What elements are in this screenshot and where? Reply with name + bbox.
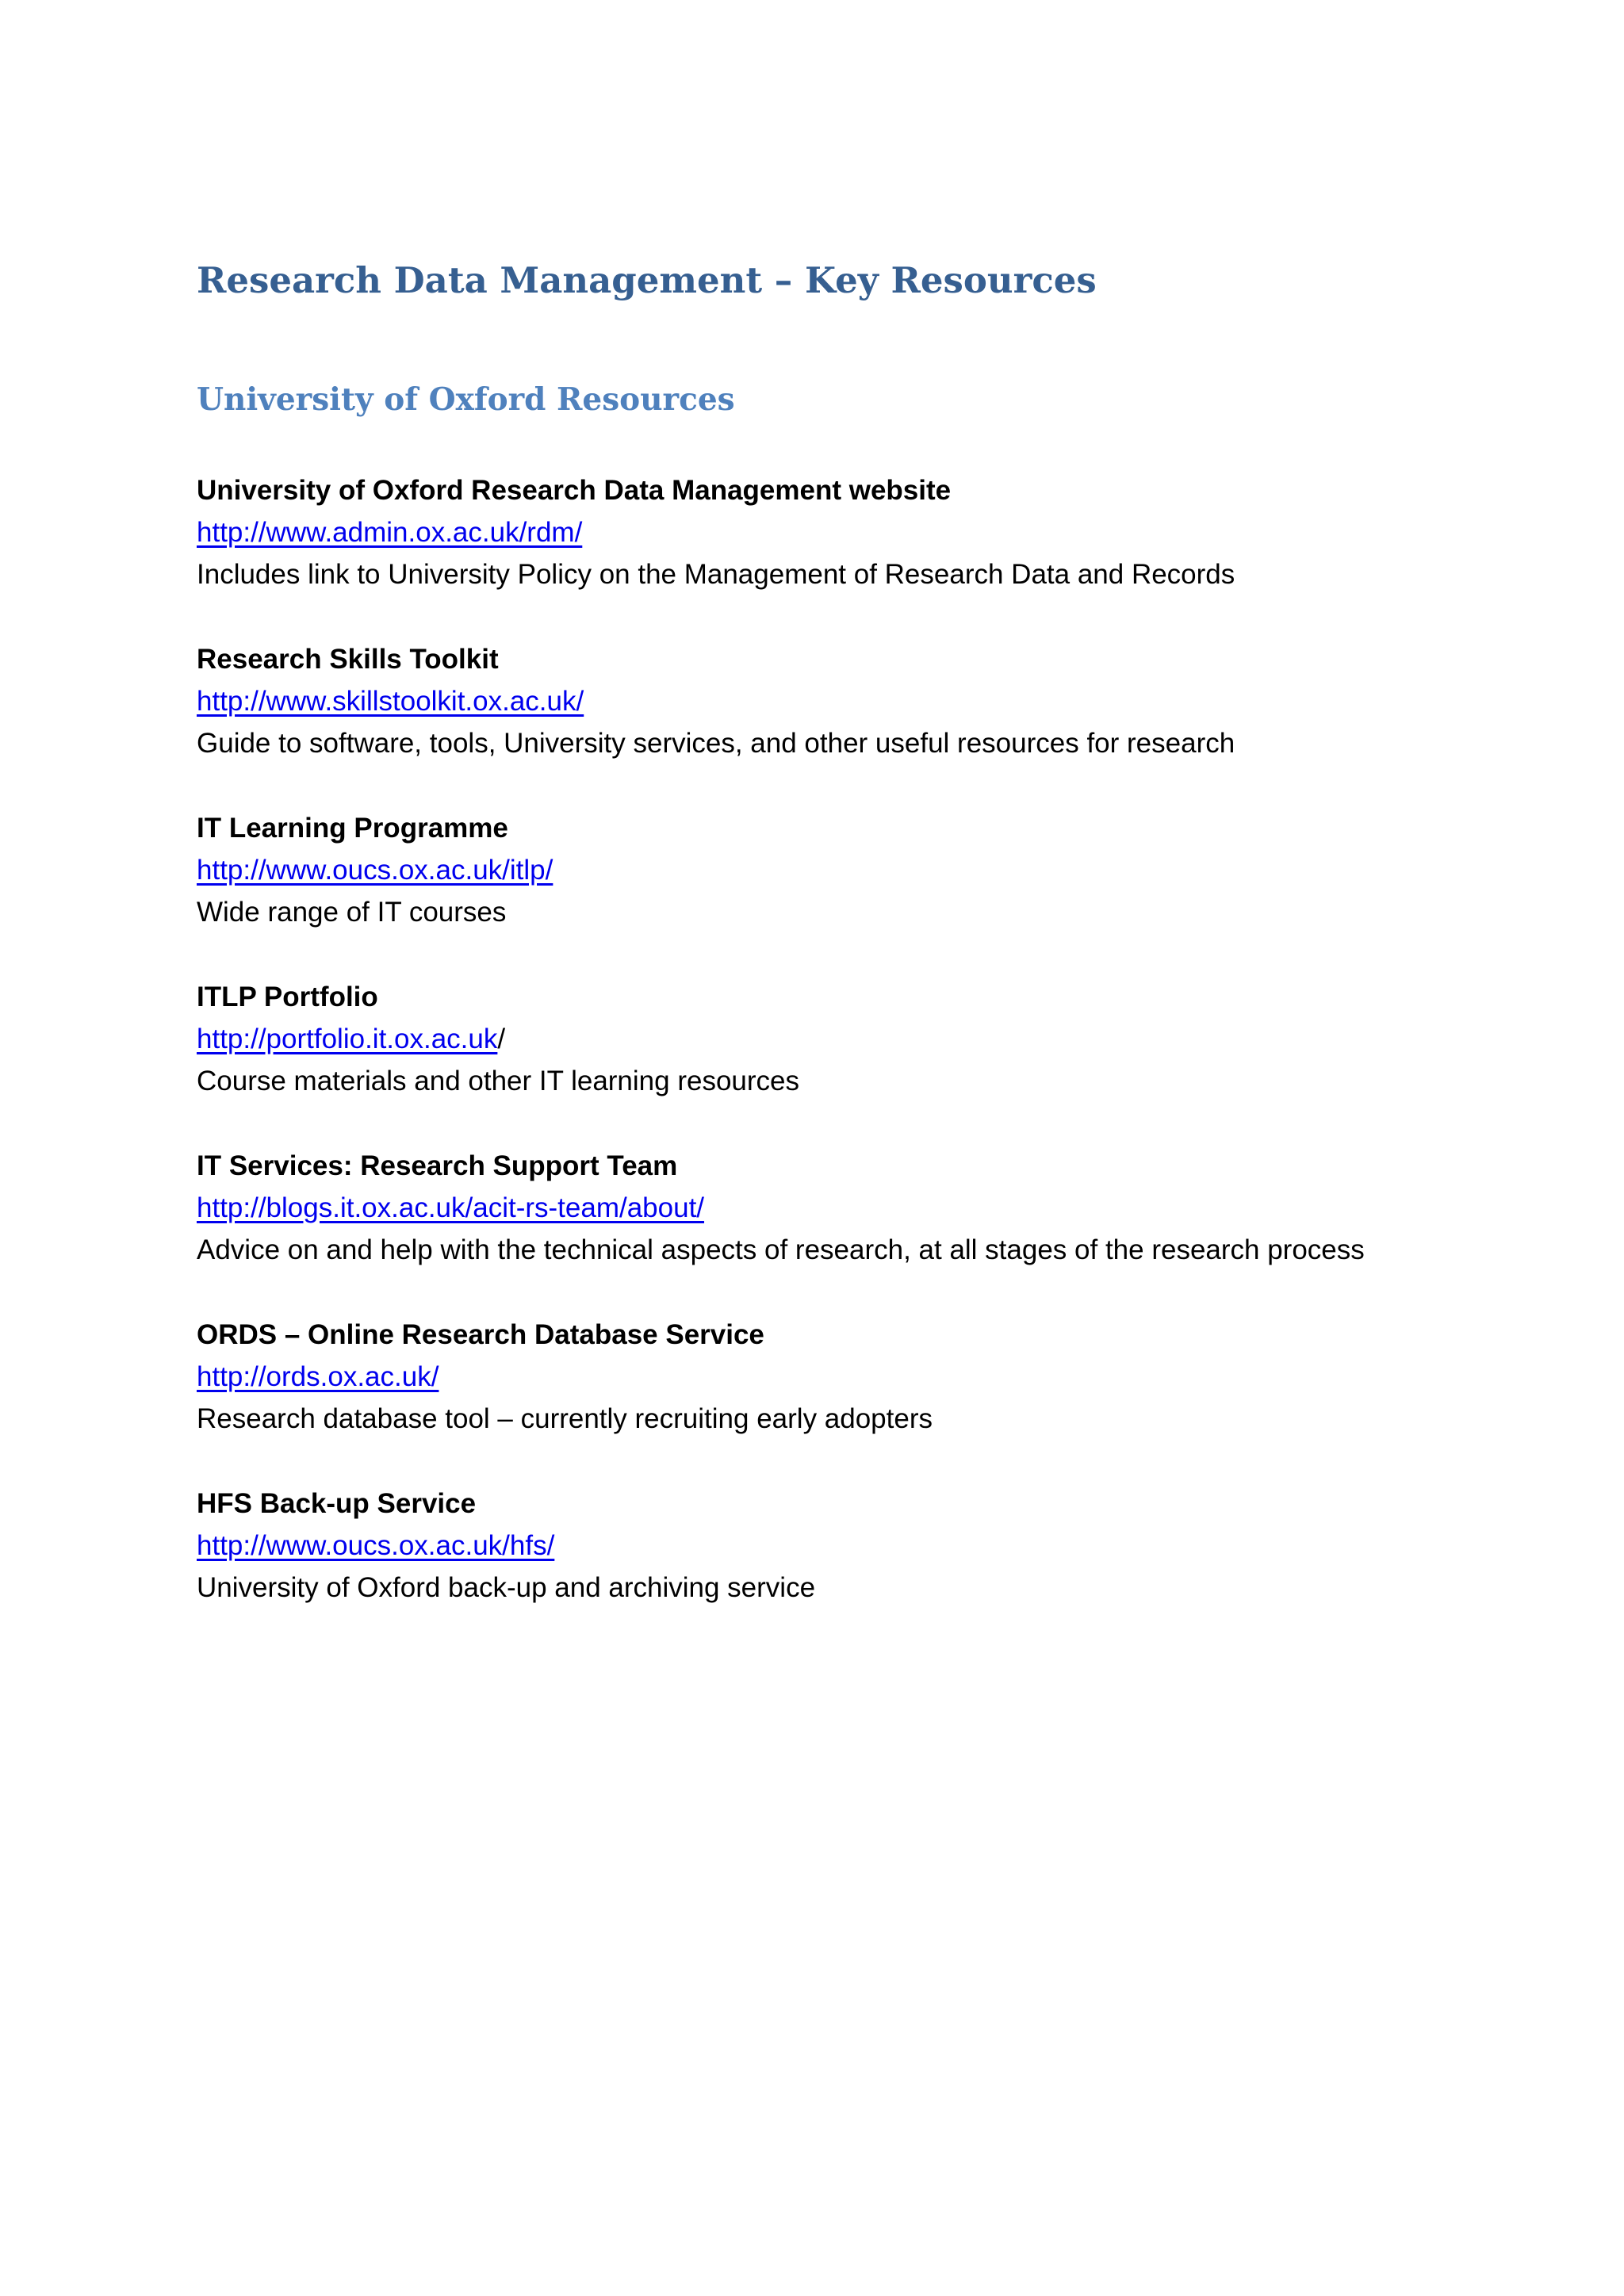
resource-name: IT Services: Research Support Team (197, 1150, 678, 1181)
resource-name: ORDS – Online Research Database Service (197, 1319, 764, 1350)
resource-link[interactable]: http://www.admin.ox.ac.uk/rdm/ (197, 517, 583, 548)
resource-name: IT Learning Programme (197, 813, 508, 844)
resource-name: HFS Back-up Service (197, 1488, 477, 1519)
page-title: Research Data Management – Key Resources (197, 259, 1097, 301)
resource-item-itlp-portfolio (197, 976, 1545, 1145)
resource-link[interactable]: http://www.oucs.ox.ac.uk/hfs/ (197, 1530, 555, 1561)
resource-link[interactable]: http://blogs.it.ox.ac.uk/acit-rs-team/about/ (197, 1192, 705, 1223)
resource-item-ords (197, 1314, 1545, 1483)
resource-description: Guide to software, tools, University services, and other useful resources for research (197, 728, 1235, 759)
resource-item-hfs-backup (197, 1483, 1545, 1651)
resource-list (197, 469, 1545, 1651)
resource-item-research-support-team (197, 1145, 1545, 1314)
resource-link-suffix: / (497, 1024, 506, 1054)
resource-link-line (197, 1018, 1545, 1060)
resource-link-line (197, 849, 1545, 891)
resource-description: Advice on and help with the technical aspects of research, at all stages of the research process (197, 1234, 1365, 1265)
resource-item-rdm-website (197, 469, 1545, 638)
resource-name: University of Oxford Research Data Management website (197, 475, 952, 506)
resource-link[interactable]: http://www.skillstoolkit.ox.ac.uk/ (197, 686, 584, 717)
resource-link[interactable]: http://portfolio.it.ox.ac.uk (197, 1024, 498, 1054)
resource-item-skills-toolkit (197, 638, 1545, 807)
resource-item-it-learning-programme (197, 807, 1545, 976)
resource-description: Course materials and other IT learning resources (197, 1066, 800, 1096)
resource-link[interactable]: http://ords.ox.ac.uk/ (197, 1361, 439, 1392)
section-heading: University of Oxford Resources (197, 381, 735, 418)
resource-link[interactable]: http://www.oucs.ox.ac.uk/itlp/ (197, 855, 553, 886)
resource-link-line (197, 680, 1545, 722)
resource-link-line (197, 1356, 1545, 1398)
resource-name: Research Skills Toolkit (197, 644, 499, 675)
resource-description: Research database tool – currently recruiting early adopters (197, 1403, 933, 1434)
resource-link-line (197, 1187, 1545, 1229)
resource-description: Wide range of IT courses (197, 897, 507, 928)
resource-name: ITLP Portfolio (197, 982, 378, 1012)
resource-link-line (197, 1525, 1545, 1567)
resource-link-line (197, 511, 1545, 553)
resource-description: Includes link to University Policy on the Management of Research Data and Records (197, 559, 1235, 590)
resource-description: University of Oxford back-up and archiving service (197, 1572, 816, 1603)
